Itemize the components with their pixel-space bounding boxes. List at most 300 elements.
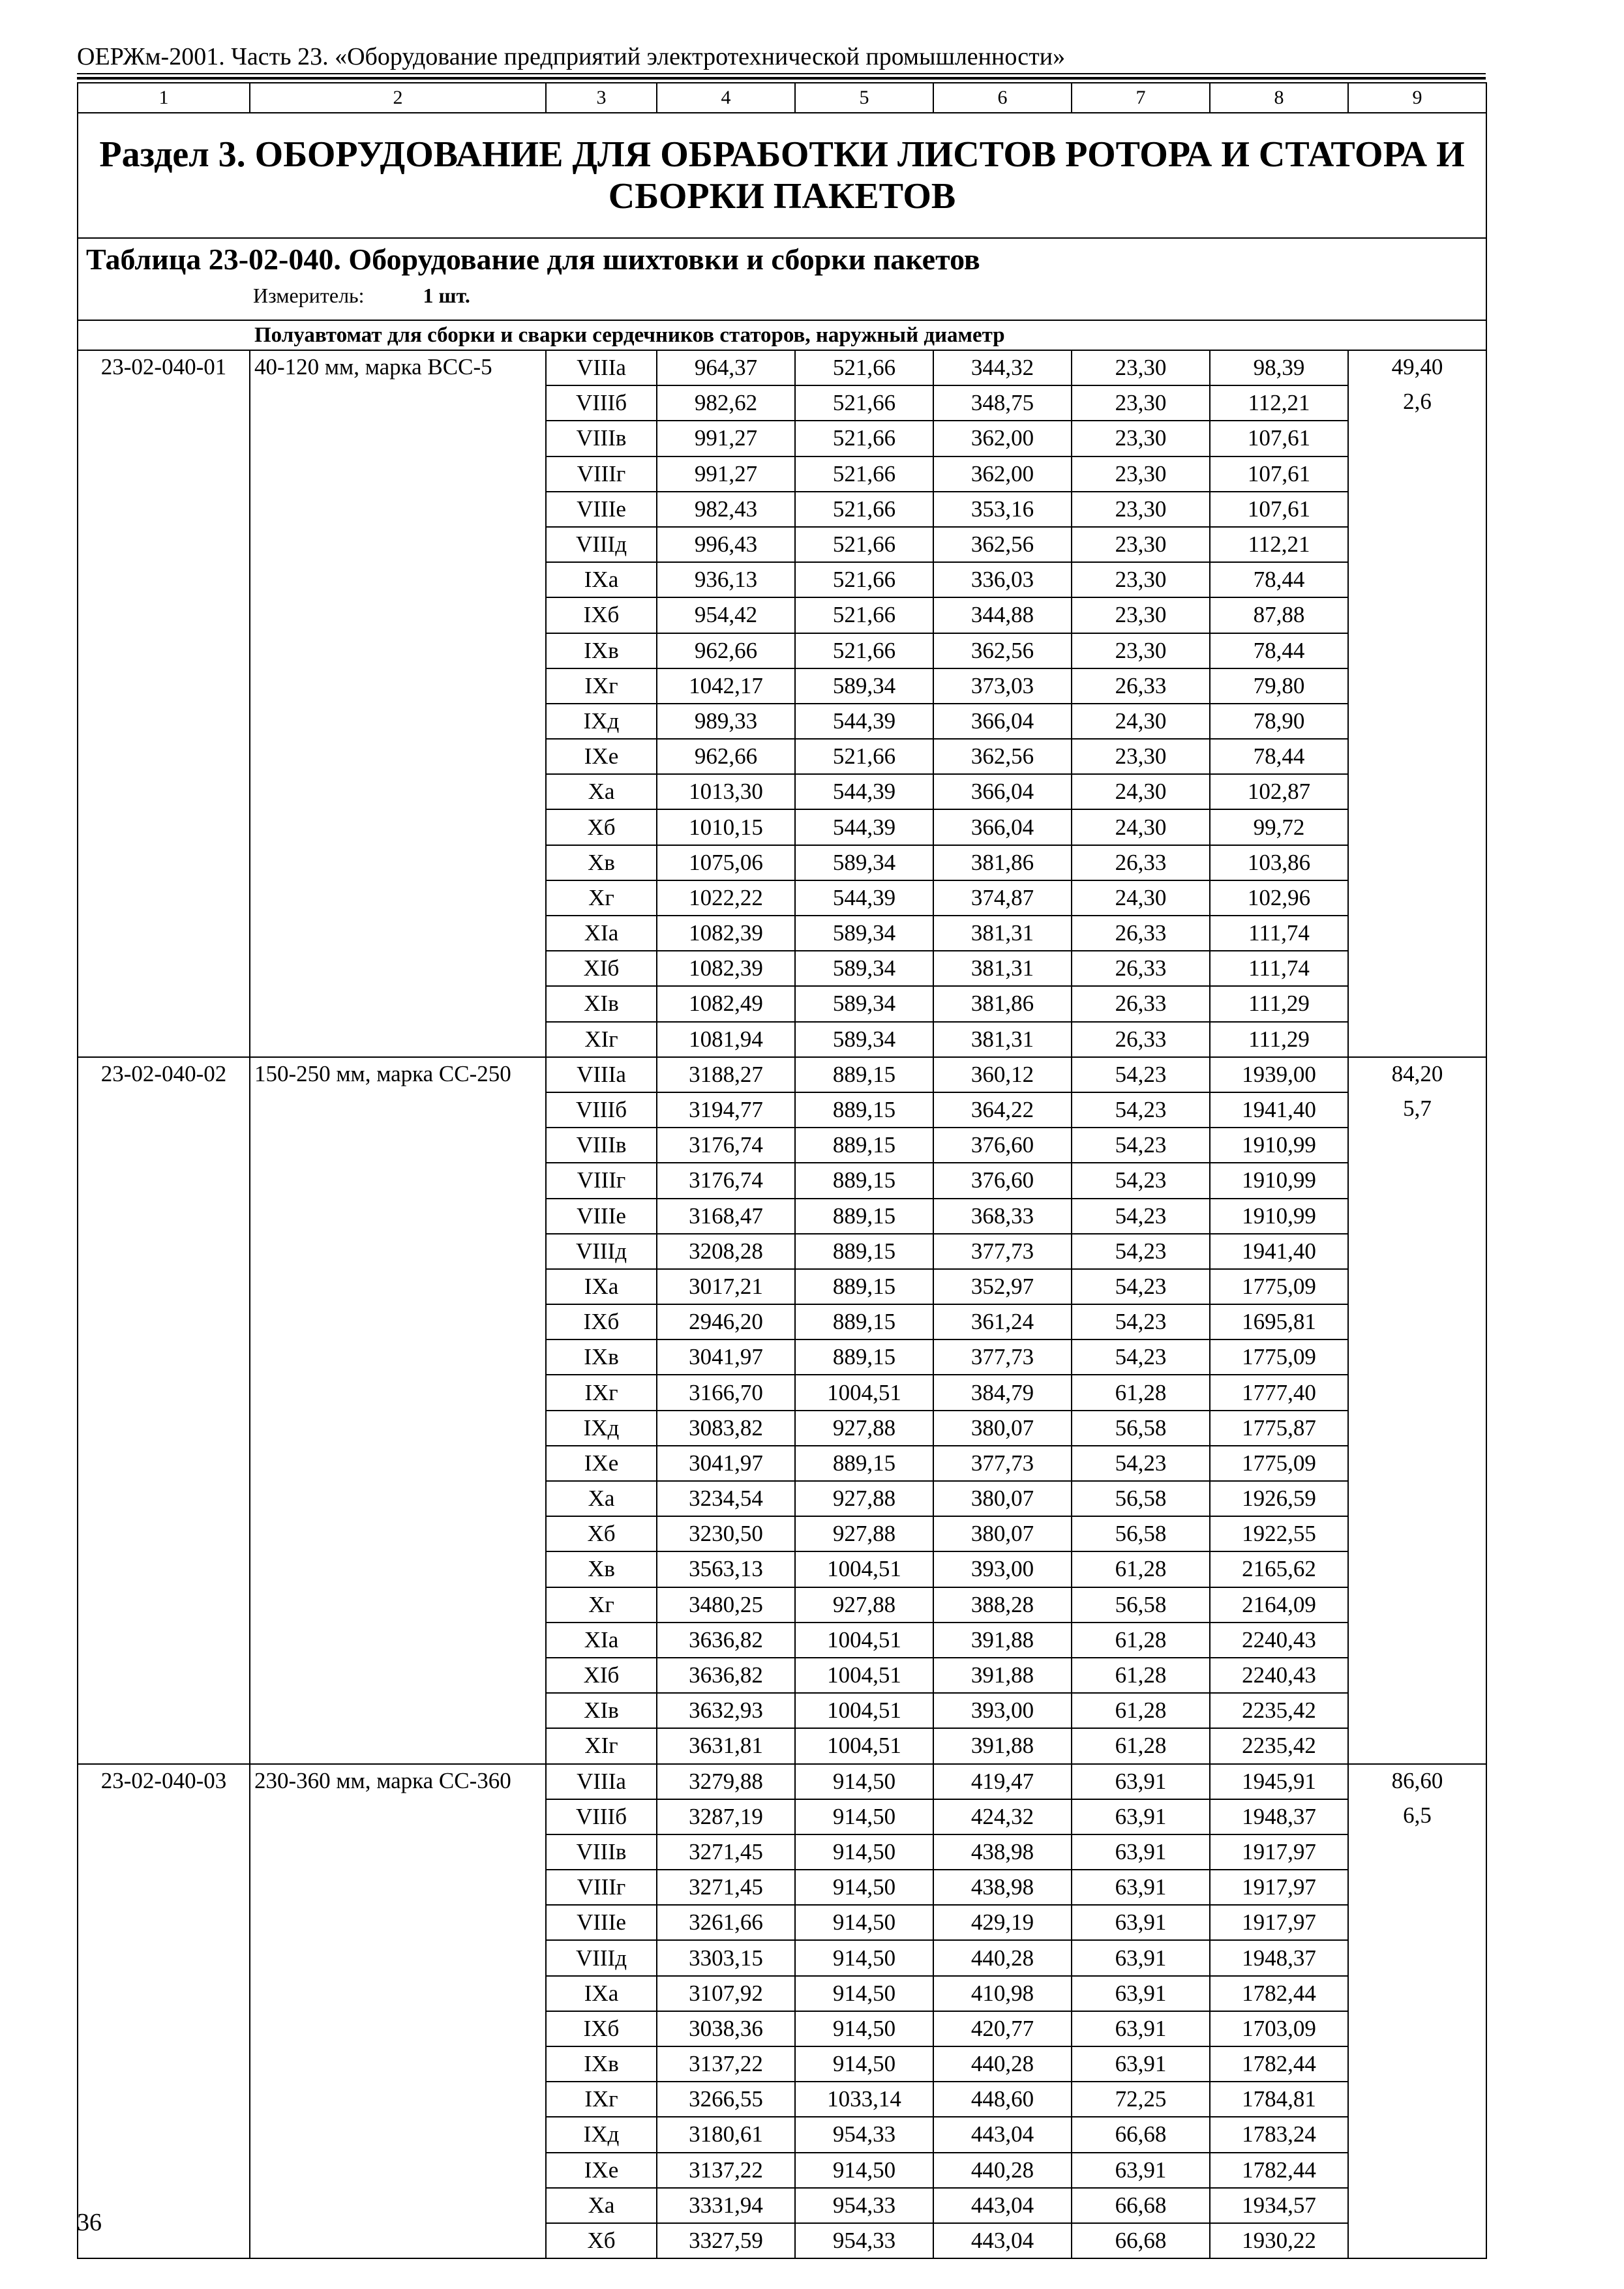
- value-cell: 2946,20: [657, 1304, 795, 1339]
- value-cell: 1948,37: [1210, 1799, 1348, 1834]
- value-cell: 381,31: [933, 916, 1072, 951]
- value-cell: 914,50: [795, 2153, 933, 2188]
- value-cell: 353,16: [933, 492, 1072, 527]
- rate-name: [250, 739, 546, 774]
- rate-code: [78, 1375, 250, 1410]
- rate-code: [78, 456, 250, 492]
- rate-code: [78, 1693, 250, 1728]
- value-cell: 1926,59: [1210, 1481, 1348, 1516]
- value-cell: 26,33: [1072, 1022, 1210, 1057]
- value-cell: 889,15: [795, 1163, 933, 1198]
- value-cell: 344,88: [933, 597, 1072, 633]
- column-number-6: 6: [933, 83, 1072, 113]
- measure-unit: 1 шт.: [423, 284, 470, 307]
- value-cell: 63,91: [1072, 2153, 1210, 2188]
- value-cell: 61,28: [1072, 1375, 1210, 1410]
- value-cell: 544,39: [795, 774, 933, 809]
- table-row: [78, 809, 1486, 845]
- extra-value: [1348, 1375, 1486, 1410]
- value-cell: 63,91: [1072, 1905, 1210, 1940]
- rate-code: [78, 492, 250, 527]
- value-cell: 2240,43: [1210, 1623, 1348, 1658]
- value-cell: 3176,74: [657, 1128, 795, 1163]
- rate-name: [250, 1022, 546, 1057]
- rate-name: [250, 1234, 546, 1269]
- region-code: XIб: [546, 1658, 657, 1693]
- table-row: [78, 1764, 1486, 1799]
- value-cell: 3137,22: [657, 2153, 795, 2188]
- region-code: VIIIб: [546, 385, 657, 421]
- region-code: VIIIд: [546, 527, 657, 562]
- value-cell: 380,07: [933, 1516, 1072, 1551]
- rate-name: [250, 2046, 546, 2082]
- value-cell: 914,50: [795, 1834, 933, 1870]
- table-row: [78, 1940, 1486, 1975]
- value-cell: 914,50: [795, 2011, 933, 2046]
- table-row: [78, 2046, 1486, 2082]
- extra-value: [1348, 1128, 1486, 1163]
- table-row: [78, 1057, 1486, 1092]
- header-rule-thin: [77, 73, 1486, 74]
- value-cell: 24,30: [1072, 704, 1210, 739]
- value-cell: 1941,40: [1210, 1234, 1348, 1269]
- value-cell: 87,88: [1210, 597, 1348, 633]
- value-cell: 914,50: [795, 2046, 933, 2082]
- extra-value: [1348, 1976, 1486, 2011]
- rate-code: [78, 1163, 250, 1198]
- value-cell: 443,04: [933, 2117, 1072, 2152]
- value-cell: 1917,97: [1210, 1870, 1348, 1905]
- table-title-row: [78, 238, 1486, 320]
- value-cell: 23,30: [1072, 421, 1210, 456]
- rate-name: [250, 1304, 546, 1339]
- rate-code: 23-02-040-01: [78, 350, 250, 385]
- rate-code: [78, 1870, 250, 1905]
- region-code: IXа: [546, 562, 657, 597]
- value-cell: 3107,92: [657, 1976, 795, 2011]
- value-cell: 99,72: [1210, 809, 1348, 845]
- extra-value: [1348, 2117, 1486, 2152]
- table-row: [78, 1128, 1486, 1163]
- column-number-7: 7: [1072, 83, 1210, 113]
- value-cell: 61,28: [1072, 1658, 1210, 1693]
- rate-code: [78, 1799, 250, 1834]
- table-row: [78, 845, 1486, 880]
- value-cell: 954,33: [795, 2188, 933, 2223]
- value-cell: 589,34: [795, 668, 933, 704]
- table-row: [78, 633, 1486, 668]
- table-row: [78, 1269, 1486, 1304]
- value-cell: 2164,09: [1210, 1587, 1348, 1623]
- value-cell: 61,28: [1072, 1693, 1210, 1728]
- value-cell: 3038,36: [657, 2011, 795, 2046]
- extra-value: [1348, 1516, 1486, 1551]
- table-row: [78, 421, 1486, 456]
- region-code: IXг: [546, 668, 657, 704]
- value-cell: 3331,94: [657, 2188, 795, 2223]
- value-cell: 391,88: [933, 1728, 1072, 1763]
- value-cell: 23,30: [1072, 456, 1210, 492]
- region-code: IXд: [546, 2117, 657, 2152]
- value-cell: 521,66: [795, 527, 933, 562]
- rate-name: [250, 951, 546, 986]
- value-cell: 3563,13: [657, 1551, 795, 1587]
- value-cell: 420,77: [933, 2011, 1072, 2046]
- rate-name: [250, 986, 546, 1021]
- region-code: IXд: [546, 704, 657, 739]
- value-cell: 381,31: [933, 1022, 1072, 1057]
- value-cell: 391,88: [933, 1658, 1072, 1693]
- header-rule-thick: [77, 77, 1486, 80]
- value-cell: 362,56: [933, 527, 1072, 562]
- value-cell: 56,58: [1072, 1481, 1210, 1516]
- rate-code: [78, 2117, 250, 2152]
- value-cell: 1945,91: [1210, 1764, 1348, 1799]
- value-cell: 111,29: [1210, 1022, 1348, 1057]
- value-cell: 1910,99: [1210, 1163, 1348, 1198]
- table-row: [78, 1022, 1486, 1057]
- table-row: [78, 1693, 1486, 1728]
- rate-code: [78, 527, 250, 562]
- region-code: IXг: [546, 1375, 657, 1410]
- value-cell: 1910,99: [1210, 1128, 1348, 1163]
- rate-code: [78, 845, 250, 880]
- value-cell: 448,60: [933, 2082, 1072, 2117]
- table-row: [78, 2011, 1486, 2046]
- section-title: Раздел 3. ОБОРУДОВАНИЕ ДЛЯ ОБРАБОТКИ ЛИСТОВ РОТОРА И СТАТОРА И СБОРКИ ПАКЕТОВ: [78, 113, 1486, 238]
- value-cell: 63,91: [1072, 1799, 1210, 1834]
- table-row: [78, 527, 1486, 562]
- region-code: Xв: [546, 845, 657, 880]
- value-cell: 348,75: [933, 385, 1072, 421]
- table-row: [78, 1446, 1486, 1481]
- value-cell: 3631,81: [657, 1728, 795, 1763]
- value-cell: 391,88: [933, 1623, 1072, 1658]
- value-cell: 991,27: [657, 456, 795, 492]
- value-cell: 24,30: [1072, 880, 1210, 916]
- value-cell: 936,13: [657, 562, 795, 597]
- value-cell: 56,58: [1072, 1516, 1210, 1551]
- rate-name: [250, 492, 546, 527]
- value-cell: 3266,55: [657, 2082, 795, 2117]
- value-cell: 3166,70: [657, 1375, 795, 1410]
- rate-code: [78, 1481, 250, 1516]
- value-cell: 26,33: [1072, 986, 1210, 1021]
- table-row: [78, 986, 1486, 1021]
- column-number-row: [78, 83, 1486, 113]
- value-cell: 3230,50: [657, 1516, 795, 1551]
- rate-code: [78, 2046, 250, 2082]
- region-code: Xа: [546, 1481, 657, 1516]
- column-number-5: 5: [795, 83, 933, 113]
- extra-value: 5,7: [1348, 1092, 1486, 1128]
- value-cell: 991,27: [657, 421, 795, 456]
- page-number: 36: [77, 2209, 102, 2236]
- value-cell: 1010,15: [657, 809, 795, 845]
- rate-code: [78, 385, 250, 421]
- rate-code: [78, 1446, 250, 1481]
- extra-value: [1348, 1728, 1486, 1763]
- table-row: [78, 2223, 1486, 2258]
- value-cell: 1782,44: [1210, 2046, 1348, 2082]
- rate-name: [250, 562, 546, 597]
- rate-code: [78, 1728, 250, 1763]
- extra-value: [1348, 492, 1486, 527]
- table-row: [78, 668, 1486, 704]
- region-code: VIIIа: [546, 350, 657, 385]
- region-code: XIв: [546, 986, 657, 1021]
- value-cell: 1948,37: [1210, 1940, 1348, 1975]
- value-cell: 1782,44: [1210, 1976, 1348, 2011]
- value-cell: 344,32: [933, 350, 1072, 385]
- extra-value: [1348, 1693, 1486, 1728]
- region-code: VIIIе: [546, 492, 657, 527]
- value-cell: 2235,42: [1210, 1693, 1348, 1728]
- value-cell: 954,33: [795, 2117, 933, 2152]
- value-cell: 78,44: [1210, 562, 1348, 597]
- extra-value: 86,60: [1348, 1764, 1486, 1799]
- value-cell: 26,33: [1072, 916, 1210, 951]
- extra-value: [1348, 2046, 1486, 2082]
- value-cell: 1004,51: [795, 1623, 933, 1658]
- rate-name: [250, 2011, 546, 2046]
- rate-name: [250, 1658, 546, 1693]
- column-number-8: 8: [1210, 83, 1348, 113]
- value-cell: 438,98: [933, 1870, 1072, 1905]
- value-cell: 1922,55: [1210, 1516, 1348, 1551]
- value-cell: 3271,45: [657, 1870, 795, 1905]
- rate-code: [78, 1940, 250, 1975]
- value-cell: 352,97: [933, 1269, 1072, 1304]
- value-cell: 982,43: [657, 492, 795, 527]
- rate-code: [78, 809, 250, 845]
- rate-code: [78, 951, 250, 986]
- extra-value: [1348, 1339, 1486, 1375]
- extra-value: [1348, 1587, 1486, 1623]
- rate-name: [250, 1092, 546, 1128]
- table-row: [78, 1481, 1486, 1516]
- region-code: Xа: [546, 774, 657, 809]
- rate-code: [78, 2011, 250, 2046]
- running-header: ОЕРЖм-2001. Часть 23. «Оборудование предприятий электротехнической промышленности»: [77, 43, 1066, 70]
- value-cell: 3287,19: [657, 1799, 795, 1834]
- region-code: XIа: [546, 1623, 657, 1658]
- value-cell: 376,60: [933, 1163, 1072, 1198]
- value-cell: 63,91: [1072, 1764, 1210, 1799]
- value-cell: 914,50: [795, 1799, 933, 1834]
- value-cell: 61,28: [1072, 1551, 1210, 1587]
- rate-name: [250, 1799, 546, 1834]
- column-number-2: 2: [250, 83, 546, 113]
- extra-value: [1348, 597, 1486, 633]
- value-cell: 982,62: [657, 385, 795, 421]
- region-code: IXа: [546, 1269, 657, 1304]
- rate-code: [78, 2153, 250, 2188]
- extra-value: [1348, 1163, 1486, 1198]
- value-cell: 964,37: [657, 350, 795, 385]
- value-cell: 927,88: [795, 1411, 933, 1446]
- value-cell: 1013,30: [657, 774, 795, 809]
- value-cell: 1082,49: [657, 986, 795, 1021]
- extra-value: [1348, 421, 1486, 456]
- region-code: Xг: [546, 880, 657, 916]
- rate-name: [250, 2153, 546, 2188]
- table-row: [78, 597, 1486, 633]
- extra-value: [1348, 1199, 1486, 1234]
- rate-name: [250, 916, 546, 951]
- value-cell: 3180,61: [657, 2117, 795, 2152]
- rate-name: [250, 1905, 546, 1940]
- rate-code: [78, 1516, 250, 1551]
- value-cell: 366,04: [933, 809, 1072, 845]
- rate-code: [78, 1092, 250, 1128]
- measure-label: Измеритель:: [253, 284, 365, 307]
- value-cell: 103,86: [1210, 845, 1348, 880]
- table-row: [78, 492, 1486, 527]
- extra-value: [1348, 456, 1486, 492]
- rate-code: [78, 1269, 250, 1304]
- region-code: IXв: [546, 1339, 657, 1375]
- table-row: [78, 1728, 1486, 1763]
- value-cell: 3636,82: [657, 1623, 795, 1658]
- value-cell: 1004,51: [795, 1375, 933, 1410]
- value-cell: 589,34: [795, 845, 933, 880]
- value-cell: 388,28: [933, 1587, 1072, 1623]
- extra-value: [1348, 916, 1486, 951]
- rate-name: [250, 633, 546, 668]
- extra-value: [1348, 1870, 1486, 1905]
- value-cell: 98,39: [1210, 350, 1348, 385]
- value-cell: 361,24: [933, 1304, 1072, 1339]
- value-cell: 3083,82: [657, 1411, 795, 1446]
- extra-value: [1348, 668, 1486, 704]
- group-description: Полуавтомат для сборки и сварки сердечников статоров, наружный диаметр: [78, 320, 1486, 350]
- value-cell: 521,66: [795, 385, 933, 421]
- value-cell: 914,50: [795, 1870, 933, 1905]
- value-cell: 1917,97: [1210, 1905, 1348, 1940]
- region-code: Xв: [546, 1551, 657, 1587]
- value-cell: 927,88: [795, 1516, 933, 1551]
- value-cell: 23,30: [1072, 597, 1210, 633]
- rate-name: 230-360 мм, марка СС-360: [250, 1764, 546, 1799]
- region-code: VIIIе: [546, 1905, 657, 1940]
- rate-name: [250, 421, 546, 456]
- value-cell: 23,30: [1072, 350, 1210, 385]
- region-code: VIIIг: [546, 1163, 657, 1198]
- value-cell: 589,34: [795, 986, 933, 1021]
- rate-name: [250, 1411, 546, 1446]
- value-cell: 23,30: [1072, 385, 1210, 421]
- value-cell: 589,34: [795, 951, 933, 986]
- value-cell: 440,28: [933, 1940, 1072, 1975]
- value-cell: 889,15: [795, 1446, 933, 1481]
- value-cell: 1004,51: [795, 1658, 933, 1693]
- column-number-1: 1: [78, 83, 250, 113]
- region-code: VIIIв: [546, 421, 657, 456]
- value-cell: 889,15: [795, 1128, 933, 1163]
- value-cell: 54,23: [1072, 1304, 1210, 1339]
- rate-code: [78, 1022, 250, 1057]
- value-cell: 410,98: [933, 1976, 1072, 2011]
- value-cell: 419,47: [933, 1764, 1072, 1799]
- value-cell: 1703,09: [1210, 2011, 1348, 2046]
- extra-value: [1348, 951, 1486, 986]
- value-cell: 889,15: [795, 1092, 933, 1128]
- region-code: Xг: [546, 1587, 657, 1623]
- value-cell: 393,00: [933, 1551, 1072, 1587]
- rate-name: [250, 1693, 546, 1728]
- value-cell: 3208,28: [657, 1234, 795, 1269]
- value-cell: 889,15: [795, 1057, 933, 1092]
- rate-code: [78, 880, 250, 916]
- region-code: VIIIв: [546, 1834, 657, 1870]
- extra-value: [1348, 1411, 1486, 1446]
- extra-value: [1348, 2223, 1486, 2258]
- value-cell: 54,23: [1072, 1092, 1210, 1128]
- value-cell: 443,04: [933, 2188, 1072, 2223]
- value-cell: 3480,25: [657, 1587, 795, 1623]
- value-cell: 914,50: [795, 1940, 933, 1975]
- value-cell: 544,39: [795, 880, 933, 916]
- region-code: IXб: [546, 1304, 657, 1339]
- value-cell: 914,50: [795, 1905, 933, 1940]
- rate-name: 150-250 мм, марка СС-250: [250, 1057, 546, 1092]
- value-cell: 112,21: [1210, 385, 1348, 421]
- value-cell: 889,15: [795, 1269, 933, 1304]
- value-cell: 377,73: [933, 1339, 1072, 1375]
- value-cell: 424,32: [933, 1799, 1072, 1834]
- value-cell: 79,80: [1210, 668, 1348, 704]
- extra-value: [1348, 1269, 1486, 1304]
- value-cell: 23,30: [1072, 633, 1210, 668]
- value-cell: 1917,97: [1210, 1834, 1348, 1870]
- value-cell: 56,58: [1072, 1587, 1210, 1623]
- table-row: [78, 2188, 1486, 2223]
- value-cell: 962,66: [657, 633, 795, 668]
- table-row: [78, 1092, 1486, 1128]
- rate-name: [250, 2117, 546, 2152]
- value-cell: 521,66: [795, 562, 933, 597]
- rate-name: [250, 1481, 546, 1516]
- table-row: [78, 350, 1486, 385]
- extra-value: [1348, 562, 1486, 597]
- value-cell: 54,23: [1072, 1339, 1210, 1375]
- table-row: [78, 1976, 1486, 2011]
- value-cell: 1033,14: [795, 2082, 933, 2117]
- value-cell: 3303,15: [657, 1940, 795, 1975]
- value-cell: 1939,00: [1210, 1057, 1348, 1092]
- value-cell: 3234,54: [657, 1481, 795, 1516]
- value-cell: 102,87: [1210, 774, 1348, 809]
- value-cell: 23,30: [1072, 527, 1210, 562]
- region-code: IXб: [546, 2011, 657, 2046]
- value-cell: 889,15: [795, 1199, 933, 1234]
- value-cell: 3017,21: [657, 1269, 795, 1304]
- value-cell: 589,34: [795, 916, 933, 951]
- value-cell: 3327,59: [657, 2223, 795, 2258]
- table-row: [78, 2153, 1486, 2188]
- rate-code: [78, 1234, 250, 1269]
- extra-value: [1348, 739, 1486, 774]
- value-cell: 360,12: [933, 1057, 1072, 1092]
- value-cell: 889,15: [795, 1339, 933, 1375]
- region-code: VIIIб: [546, 1092, 657, 1128]
- rate-code: [78, 986, 250, 1021]
- table-row: [78, 385, 1486, 421]
- table-row: [78, 1870, 1486, 1905]
- value-cell: 1941,40: [1210, 1092, 1348, 1128]
- extra-value: [1348, 1551, 1486, 1587]
